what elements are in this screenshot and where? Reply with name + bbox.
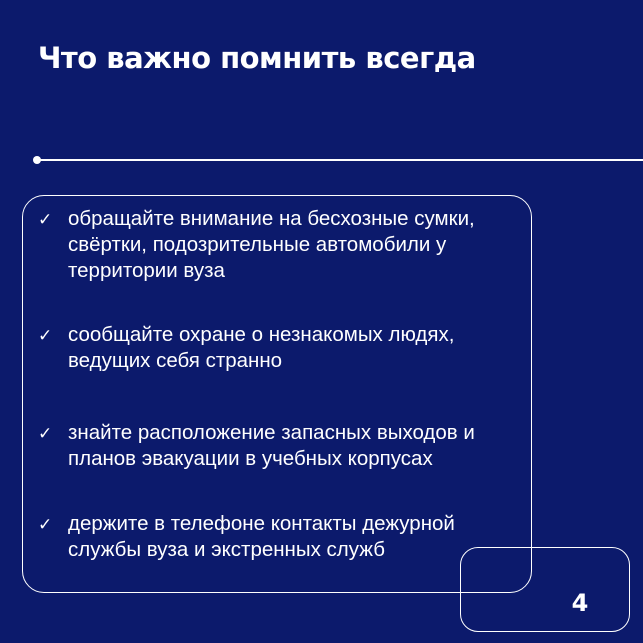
check-icon: ✓ (38, 424, 53, 444)
slide-title: Что важно помнить всегда (38, 41, 476, 75)
bullet-text: сообщайте охране о незнакомых людях, ведущих себя странно (68, 323, 455, 372)
check-icon: ✓ (38, 515, 53, 535)
check-icon: ✓ (38, 326, 53, 346)
divider-dot (33, 156, 41, 164)
page-number-box (460, 547, 630, 632)
bullet-text: держите в телефоне контакты дежурной службы вуза и экстренных служб (68, 512, 455, 561)
bullet-text: знайте расположение запасных выходов и планов эвакуации в учебных корпусах (68, 421, 475, 470)
page-number: 4 (571, 589, 589, 617)
divider-line (36, 159, 643, 161)
check-icon: ✓ (38, 210, 53, 230)
bullet-text: обращайте внимание на бесхозные сумки, свёртки, подозрительные автомобили у территории вуза (68, 207, 475, 282)
